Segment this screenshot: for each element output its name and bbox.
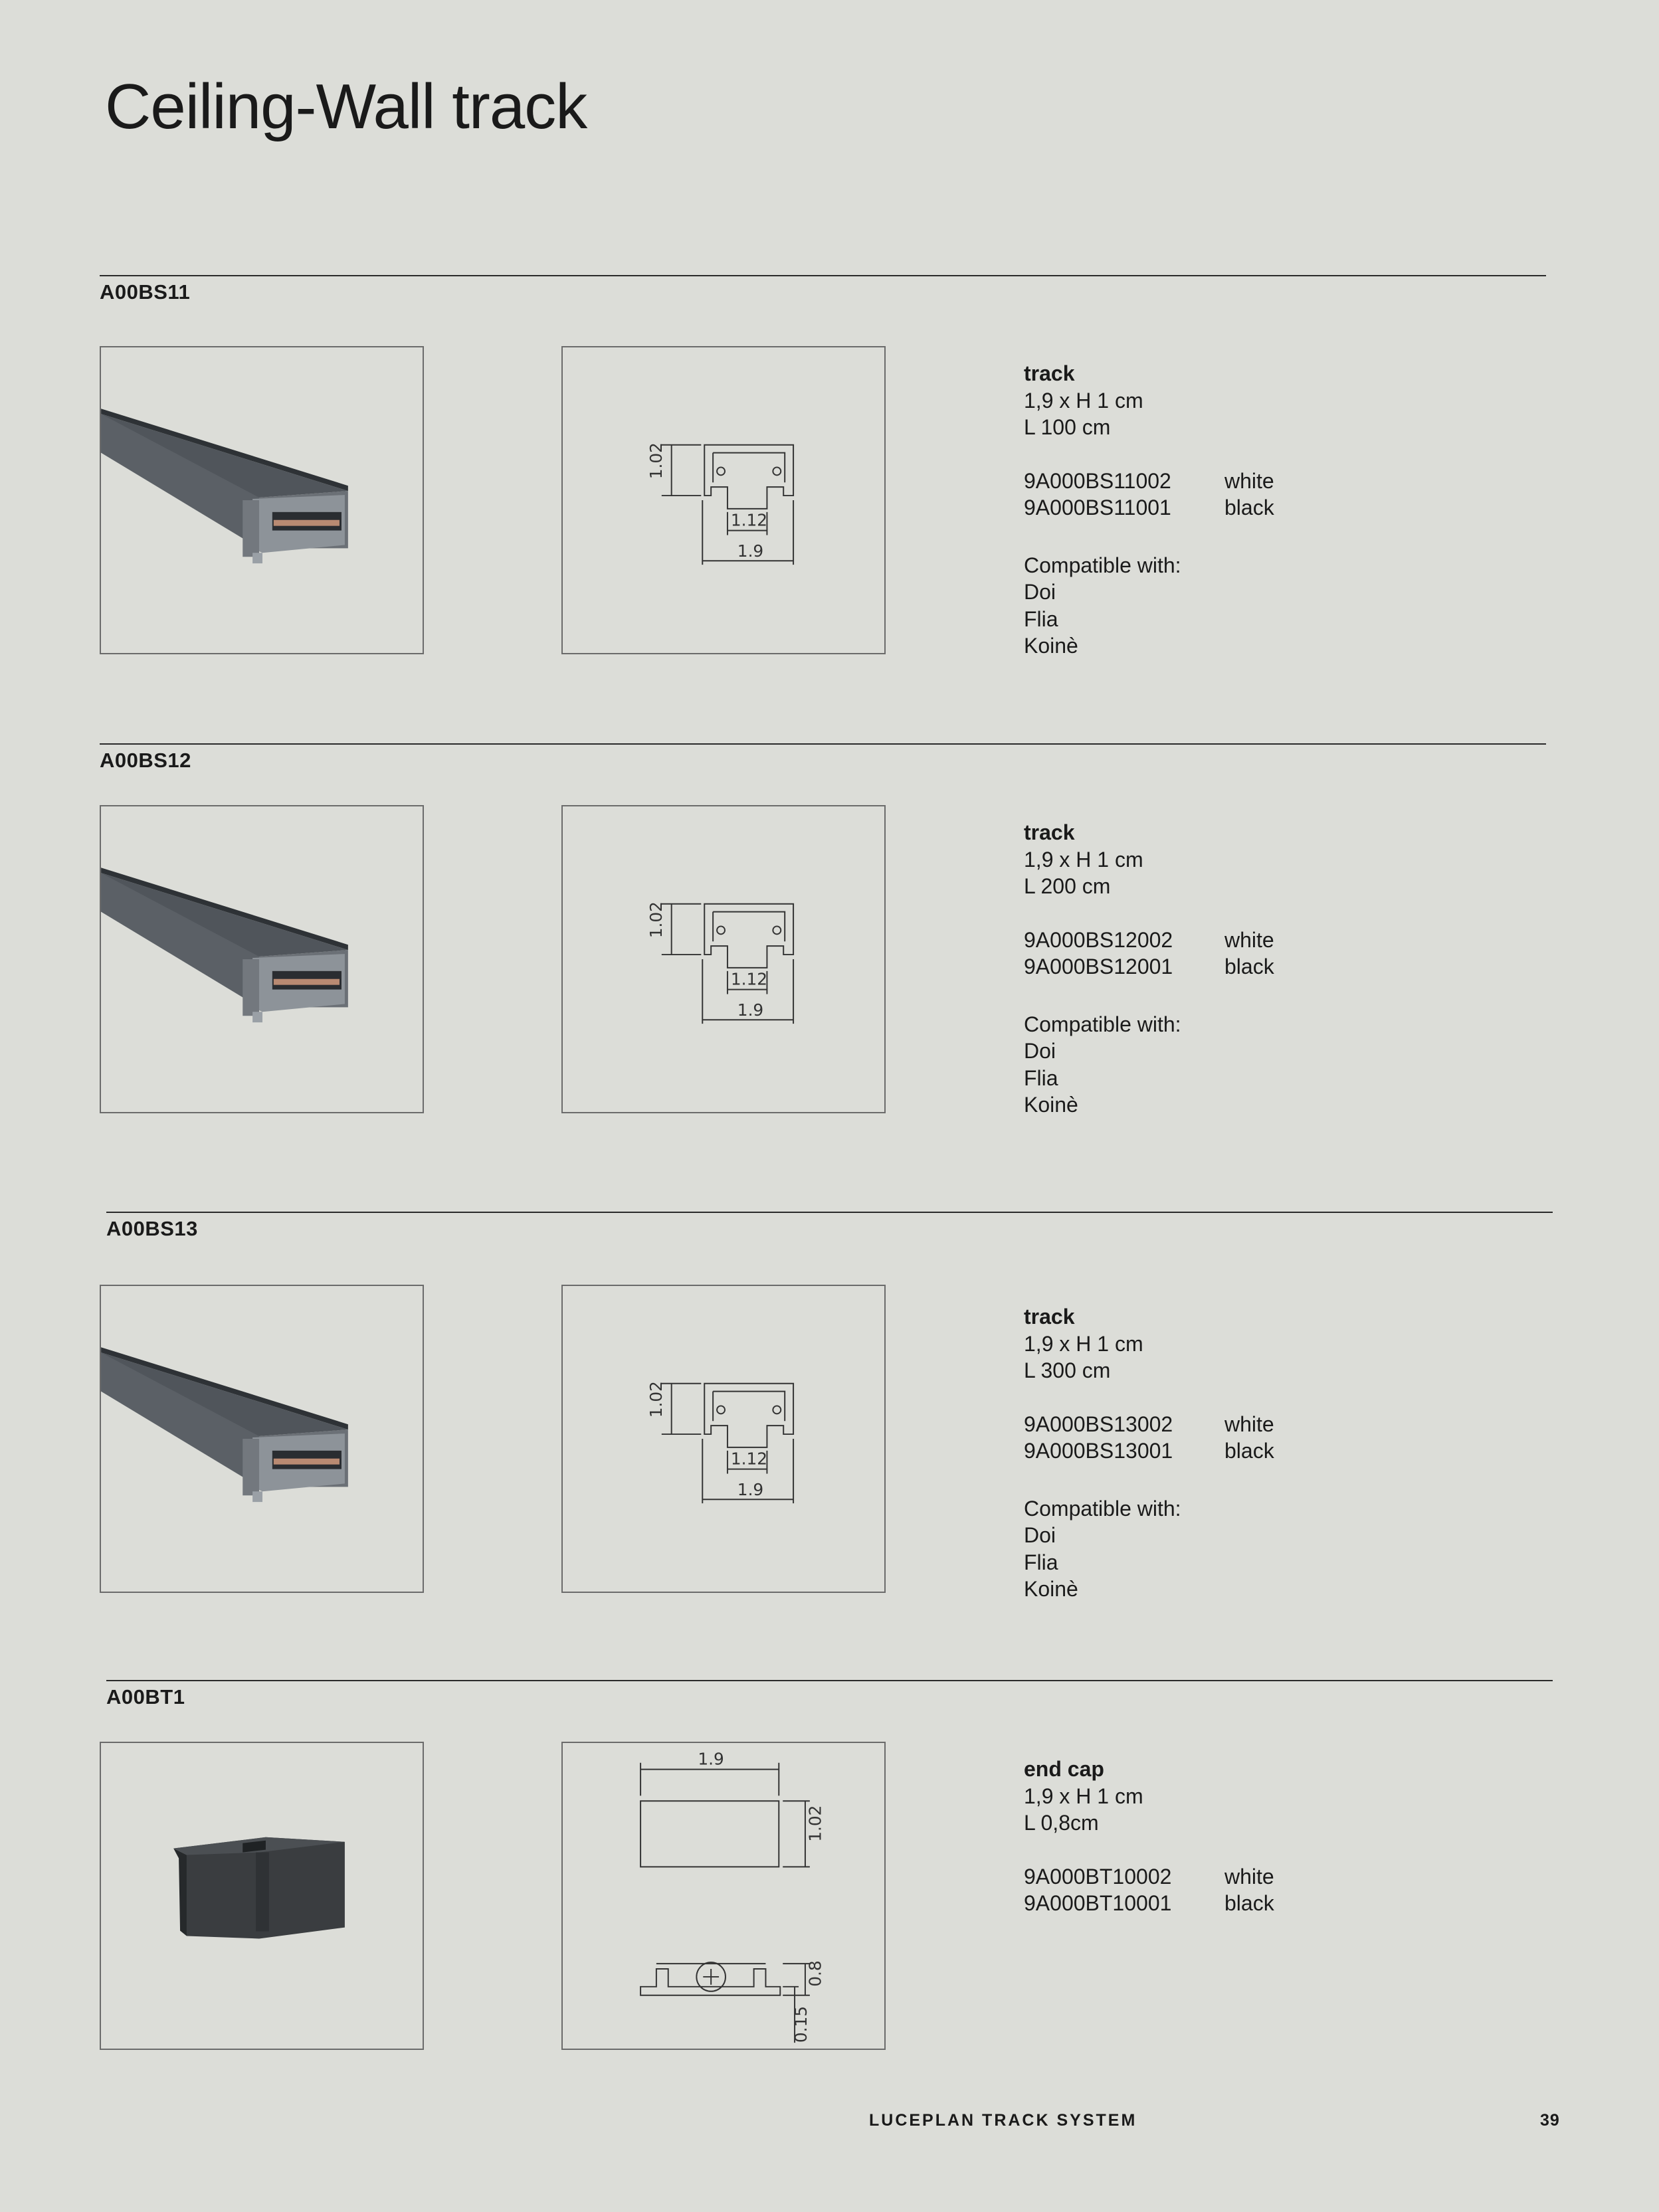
product-photo xyxy=(100,346,424,654)
dim-base-label: 0.15 xyxy=(791,2005,811,2043)
track-photo-image xyxy=(101,1286,423,1592)
product-size: 1,9 x H 1 cm xyxy=(1024,388,1143,413)
variant-row xyxy=(1024,1890,1274,1917)
variant-color: white xyxy=(1224,468,1274,493)
product-length: L 200 cm xyxy=(1024,874,1111,898)
section-divider xyxy=(100,743,1546,745)
variant-code: 9A000BT10002 xyxy=(1024,1864,1172,1889)
product-code: A00BS12 xyxy=(100,749,191,772)
section-divider xyxy=(106,1212,1553,1213)
compatible-label: Compatible with: xyxy=(1024,1012,1181,1036)
variant-row xyxy=(1024,927,1274,954)
variant-code: 9A000BS11002 xyxy=(1024,468,1171,493)
track-profile-drawing xyxy=(563,1286,884,1592)
product-type: track xyxy=(1024,820,1075,844)
compatible-item: Doi xyxy=(1024,580,1056,604)
track-profile-drawing xyxy=(563,806,884,1112)
compatible-item: Flia xyxy=(1024,1065,1058,1090)
product-length: L 0,8cm xyxy=(1024,1811,1099,1835)
product-info xyxy=(1024,819,1274,1119)
variant-row xyxy=(1024,494,1274,521)
variant-code: 9A000BS13001 xyxy=(1024,1439,1173,1463)
product-length: L 300 cm xyxy=(1024,1358,1111,1382)
product-length: L 100 cm xyxy=(1024,415,1111,439)
variant-code: 9A000BS11001 xyxy=(1024,496,1171,519)
compatible-item: Koinè xyxy=(1024,1577,1078,1601)
product-type: end cap xyxy=(1024,1757,1104,1781)
product-size: 1,9 x H 1 cm xyxy=(1024,1331,1143,1356)
compatible-item: Koinè xyxy=(1024,1093,1078,1117)
product-info xyxy=(1024,1303,1274,1603)
product-code: A00BS11 xyxy=(100,280,191,304)
compatible-item: Doi xyxy=(1024,1523,1056,1547)
product-code: A00BS13 xyxy=(106,1217,198,1240)
product-size: 1,9 x H 1 cm xyxy=(1024,1784,1143,1808)
endcap-photo-image xyxy=(101,1743,423,2049)
section-divider xyxy=(100,275,1546,276)
variant-color: white xyxy=(1224,927,1274,952)
product-code: A00BT1 xyxy=(106,1685,185,1708)
compatible-item: Doi xyxy=(1024,1039,1056,1063)
dim-width-label: 1.9 xyxy=(737,1480,764,1500)
product-photo xyxy=(100,1742,424,2050)
product-info xyxy=(1024,360,1274,660)
footer-brand: LUCEPLAN TRACK SYSTEM xyxy=(869,2111,1137,2130)
product-section xyxy=(0,1212,1659,1650)
variant-row xyxy=(1024,1437,1274,1465)
compatible-item: Flia xyxy=(1024,606,1058,631)
product-section xyxy=(0,1680,1659,2118)
variant-color: black xyxy=(1224,496,1274,519)
dim-inner-label: 1.12 xyxy=(730,510,768,530)
track-profile-drawing xyxy=(563,347,884,653)
dim-height-label: 1.02 xyxy=(646,1381,666,1418)
variant-code: 9A000BS12001 xyxy=(1024,955,1173,978)
product-info xyxy=(1024,1756,1274,1917)
dim-inner-label: 1.12 xyxy=(730,1449,768,1469)
page-number: 39 xyxy=(1540,2111,1560,2130)
dim-width-label: 1.9 xyxy=(737,1000,764,1020)
variant-code: 9A000BS13002 xyxy=(1024,1412,1173,1436)
variant-code: 9A000BT10001 xyxy=(1024,1891,1172,1915)
dimension-drawing xyxy=(561,346,886,654)
variant-code: 9A000BS12002 xyxy=(1024,927,1173,952)
dimension-drawing xyxy=(561,1285,886,1593)
variant-row xyxy=(1024,953,1274,980)
dim-height-label: 1.02 xyxy=(646,901,666,939)
page-title: Ceiling-Wall track xyxy=(105,71,587,142)
variant-color: white xyxy=(1224,1864,1274,1889)
variant-color: black xyxy=(1224,1439,1274,1463)
product-size: 1,9 x H 1 cm xyxy=(1024,847,1143,872)
product-photo xyxy=(100,805,424,1113)
dim-width-label: 1.9 xyxy=(737,541,764,561)
product-section xyxy=(0,743,1659,1182)
dim-height-label: 1.02 xyxy=(646,442,666,480)
section-divider xyxy=(106,1680,1553,1681)
product-type: track xyxy=(1024,361,1075,385)
dim-width-label: 1.9 xyxy=(698,1749,724,1769)
variant-row xyxy=(1024,1411,1274,1438)
compatible-item: Koinè xyxy=(1024,634,1078,658)
variant-row xyxy=(1024,468,1274,495)
compatible-label: Compatible with: xyxy=(1024,553,1181,577)
variant-color: black xyxy=(1224,955,1274,978)
dimension-drawing xyxy=(561,1742,886,2050)
product-type: track xyxy=(1024,1305,1075,1329)
variant-row xyxy=(1024,1863,1274,1890)
track-photo-image xyxy=(101,806,423,1112)
variant-color: black xyxy=(1224,1891,1274,1915)
variant-color: white xyxy=(1224,1412,1274,1436)
dimension-drawing xyxy=(561,805,886,1113)
dim-height-label: 1.02 xyxy=(805,1805,825,1842)
product-photo xyxy=(100,1285,424,1593)
compatible-item: Flia xyxy=(1024,1550,1058,1574)
compatible-label: Compatible with: xyxy=(1024,1496,1181,1521)
track-photo-image xyxy=(101,347,423,653)
endcap-dimension-drawing xyxy=(563,1743,884,2049)
dim-depth-label: 0.8 xyxy=(805,1960,825,1987)
product-section xyxy=(0,275,1659,713)
dim-inner-label: 1.12 xyxy=(730,969,768,989)
